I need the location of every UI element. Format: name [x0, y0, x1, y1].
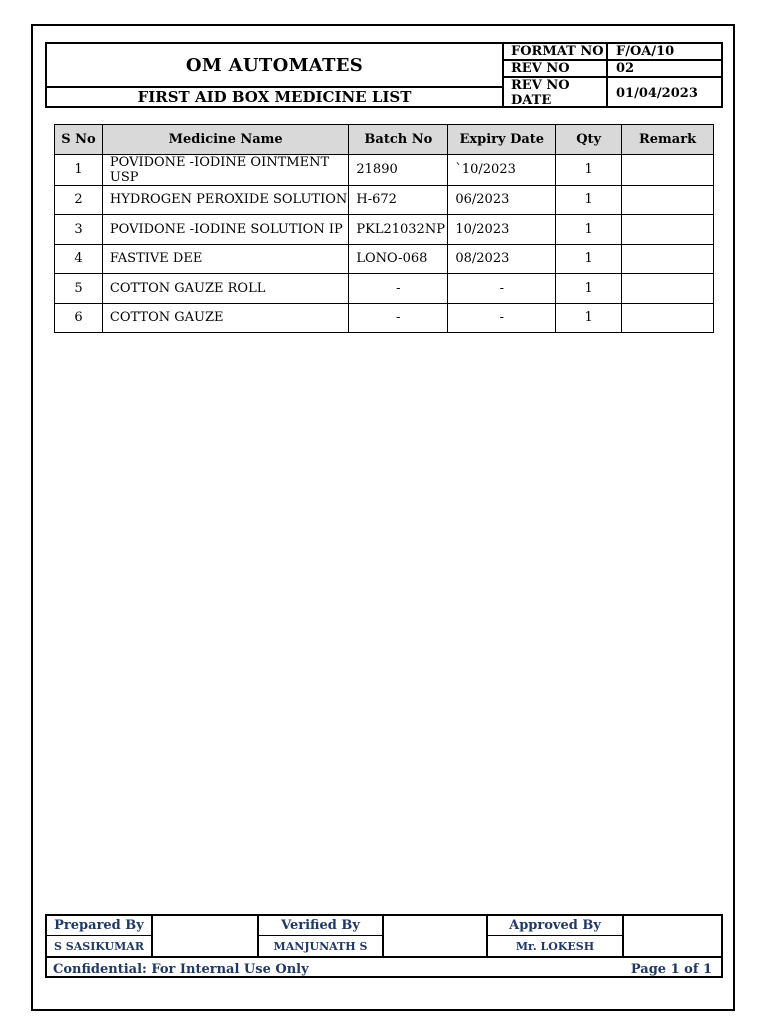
cell-sno: 2 — [55, 185, 103, 215]
confidential-note: Confidential: For Internal Use Only — [53, 961, 309, 977]
cell-medicine-name: POVIDONE -IODINE SOLUTION IP — [102, 215, 348, 245]
column-header-qty: Qty — [556, 125, 622, 155]
prepared-signature-box — [153, 916, 259, 956]
cell-qty: 1 — [556, 185, 622, 215]
cell-medicine-name: FASTIVE DEE — [102, 244, 348, 274]
prepared-by-label: Prepared By — [47, 916, 151, 936]
cell-sno: 1 — [55, 154, 103, 185]
cell-qty: 1 — [556, 303, 622, 333]
column-header-batch-no: Batch No — [349, 125, 448, 155]
company-name: OM AUTOMATES — [47, 44, 502, 88]
cell-qty: 1 — [556, 274, 622, 304]
verified-by-cell — [259, 916, 384, 956]
cell-batch-no: - — [349, 303, 448, 333]
cell-medicine-name: COTTON GAUZE — [102, 303, 348, 333]
meta-value: 01/04/2023 — [616, 85, 698, 101]
table-row — [55, 274, 714, 304]
table-row — [55, 244, 714, 274]
cell-remark — [622, 244, 714, 274]
column-header-sno: S No — [55, 125, 103, 155]
cell-expiry-date: 10/2023 — [448, 215, 556, 245]
cell-batch-no: H-672 — [349, 185, 448, 215]
verified-by-label: Verified By — [259, 916, 382, 936]
table-row — [55, 185, 714, 215]
meta-row-format-no — [504, 44, 721, 61]
cell-remark — [622, 215, 714, 245]
cell-remark — [622, 303, 714, 333]
verified-by-name: MANJUNATH S — [273, 939, 368, 953]
cell-qty: 1 — [556, 154, 622, 185]
approved-by-name: Mr. LOKESH — [515, 939, 595, 953]
approved-by-label: Approved By — [488, 916, 622, 936]
cell-medicine-name: COTTON GAUZE ROLL — [102, 274, 348, 304]
table-row — [55, 154, 714, 185]
cell-expiry-date: - — [448, 274, 556, 304]
cell-expiry-date: `10/2023 — [448, 154, 556, 185]
meta-value: F/OA/10 — [616, 44, 675, 59]
page-number: Page 1 of 1 — [630, 961, 712, 977]
column-header-remark: Remark — [622, 125, 714, 155]
cell-sno: 5 — [55, 274, 103, 304]
cell-expiry-date: 08/2023 — [448, 244, 556, 274]
table-row — [55, 303, 714, 333]
meta-value: 02 — [616, 61, 635, 76]
meta-label: REV NO — [504, 61, 608, 76]
column-header-medicine-name: Medicine Name — [102, 125, 348, 155]
column-header-expiry-date: Expiry Date — [448, 125, 556, 155]
document-title: FIRST AID BOX MEDICINE LIST — [137, 88, 412, 106]
cell-sno: 3 — [55, 215, 103, 245]
footer-bottom — [47, 958, 721, 980]
cell-qty: 1 — [556, 215, 622, 245]
cell-medicine-name: POVIDONE -IODINE OINTMENT USP — [102, 154, 348, 185]
medicine-table — [54, 124, 714, 333]
prepared-by-name: S SASIKUMAR — [54, 939, 144, 953]
cell-batch-no: - — [349, 274, 448, 304]
cell-medicine-name: HYDROGEN PEROXIDE SOLUTION — [102, 185, 348, 215]
table-header-row — [55, 125, 714, 155]
cell-remark — [622, 274, 714, 304]
cell-sno: 4 — [55, 244, 103, 274]
table-row — [55, 215, 714, 245]
cell-remark — [622, 154, 714, 185]
cell-qty: 1 — [556, 244, 622, 274]
signature-row — [47, 916, 721, 958]
meta-label: FORMAT NO — [504, 44, 608, 59]
verified-signature-box — [384, 916, 488, 956]
document-header — [45, 42, 723, 108]
cell-expiry-date: 06/2023 — [448, 185, 556, 215]
header-left — [47, 44, 504, 106]
meta-label: REV NO DATE — [504, 78, 608, 108]
approved-by-cell — [488, 916, 624, 956]
approved-signature-box — [624, 916, 721, 956]
cell-expiry-date: - — [448, 303, 556, 333]
document-footer — [45, 914, 723, 978]
cell-batch-no: PKL21032NP — [349, 215, 448, 245]
cell-sno: 6 — [55, 303, 103, 333]
cell-remark — [622, 185, 714, 215]
cell-batch-no: LONO-068 — [349, 244, 448, 274]
header-meta — [504, 44, 721, 106]
meta-row-rev-no-date — [504, 78, 721, 108]
meta-row-rev-no — [504, 61, 721, 78]
cell-batch-no: 21890 — [349, 154, 448, 185]
prepared-by-cell — [47, 916, 153, 956]
